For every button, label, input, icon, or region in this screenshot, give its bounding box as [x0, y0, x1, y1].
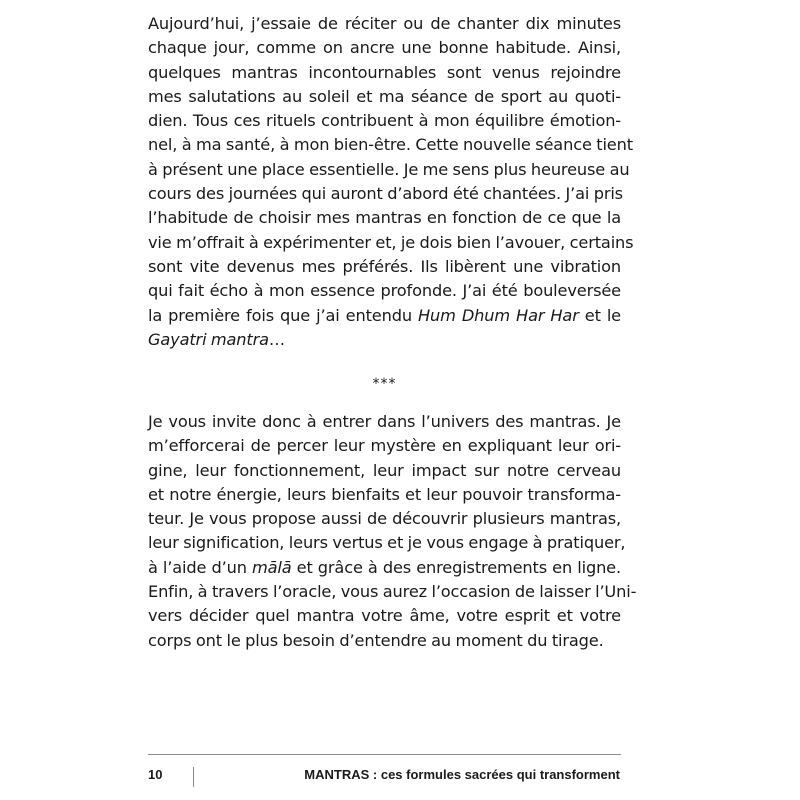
- text-line: dien. Tous ces rituels contribuent à mon équilibre émotion-: [148, 111, 621, 131]
- text-line: Je vous invite donc à entrer dans l’univers des mantras. Je: [148, 412, 621, 431]
- mala-term: mālā: [251, 557, 292, 577]
- text-line: vie m’offrait à expérimenter et, je dois bien l’avouer, certains: [148, 232, 634, 252]
- text-line: l’habitude de choisir mes mantras en fonction de ce que la: [148, 208, 621, 228]
- text-line: qui fait écho à mon essence profonde. J’ai été bouleversée: [148, 281, 621, 301]
- text-segment: et le: [578, 305, 621, 325]
- paragraph-2: [148, 410, 637, 653]
- page-number: 10: [148, 767, 163, 782]
- text-line: [148, 304, 621, 328]
- text-segment: à l’aide d’un: [148, 557, 252, 577]
- footer-rule: [148, 754, 621, 755]
- running-title: MANTRAS : ces formules sacrées qui transforment: [304, 767, 620, 782]
- text-line: [148, 328, 621, 352]
- text-segment: et grâce à des enregistrements en ligne.: [291, 557, 621, 577]
- text-line: Aujourd’hui, j’essaie de réciter ou de chanter dix minutes: [148, 14, 621, 33]
- text-line: [148, 556, 621, 580]
- section-separator: ***: [372, 376, 397, 392]
- footer-divider: [193, 767, 194, 787]
- paragraph-1: [148, 12, 634, 352]
- text-line: teur. Je vous propose aussi de découvrir plusieurs mantras,: [148, 509, 621, 529]
- text-line: mes salutations au soleil et ma séance de sport au quoti-: [148, 86, 621, 106]
- text-segment: la première fois que j’ai entendu: [148, 305, 419, 325]
- text-line: m’efforcerai de percer leur mystère en expliquant leur ori-: [148, 436, 621, 456]
- text-line: Enfin, à travers l’oracle, vous aurez l’occasion de laisser l’Uni-: [148, 582, 637, 602]
- mantra-name: Hum Dhum Har Har: [418, 305, 579, 325]
- text-line: et notre énergie, leurs bienfaits et leur pouvoir transforma-: [148, 484, 621, 504]
- text-segment: …: [268, 329, 285, 349]
- text-line: quelques mantras incontournables sont venus rejoindre: [148, 62, 621, 82]
- text-line: nel, à ma santé, à mon bien-être. Cette nouvelle séance tient: [148, 135, 633, 155]
- text-line: vers décider quel mantra votre âme, votre esprit et votre: [148, 606, 621, 626]
- text-line: chaque jour, comme on ancre une bonne habitude. Ainsi,: [148, 38, 621, 58]
- text-line: à présent une place essentielle. Je me sens plus heureuse au: [148, 159, 630, 179]
- text-line: gine, leur fonctionnement, leur impact sur notre cerveau: [148, 460, 621, 480]
- text-line: leur signification, leurs vertus et je vous engage à pratiquer,: [148, 533, 626, 553]
- text-line: cours des journées qui auront d’abord été chantées. J’ai pris: [148, 184, 623, 204]
- mantra-name: Gayatri mantra: [148, 329, 269, 349]
- text-line: sont vite devenus mes préférés. Ils libèrent une vibration: [148, 256, 621, 276]
- text-line: corps ont le plus besoin d’entendre au moment du tirage.: [148, 630, 604, 650]
